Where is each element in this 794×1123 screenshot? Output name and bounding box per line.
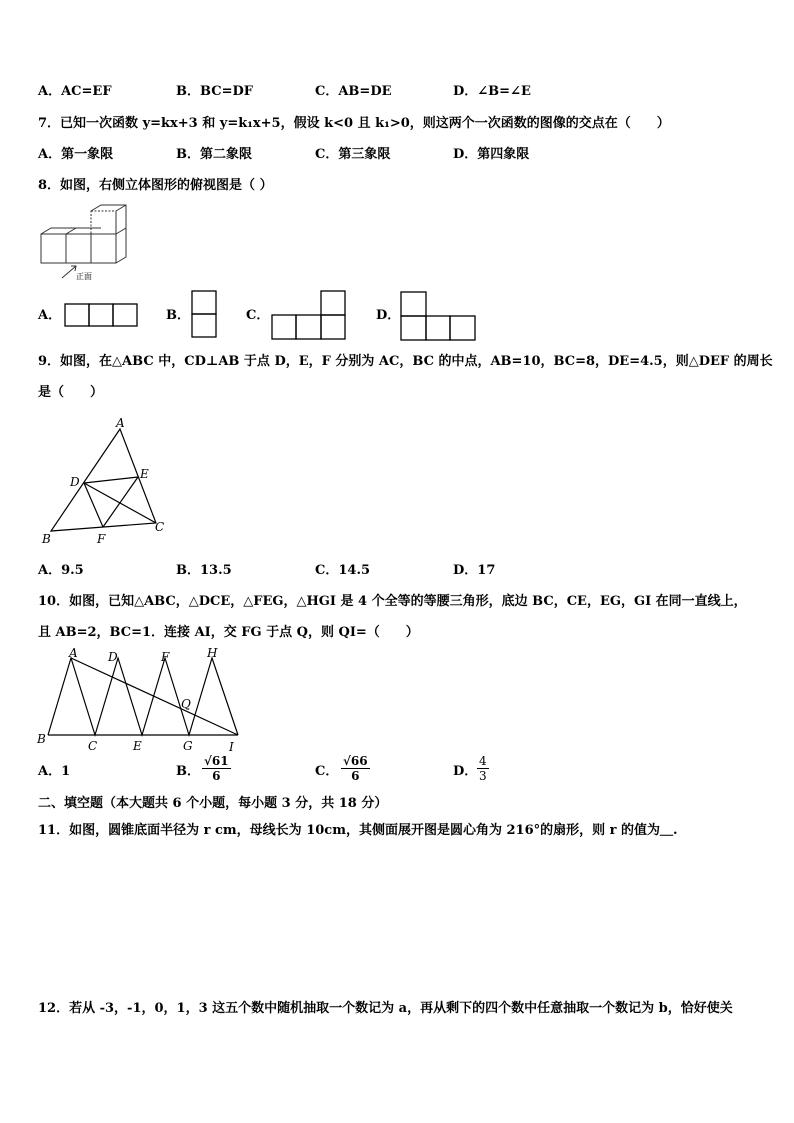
q10-label-d: D xyxy=(108,650,118,664)
q10-option-d-fraction xyxy=(477,754,489,783)
q10-label-b: B xyxy=(37,732,46,746)
q8-option-b-figure xyxy=(191,290,218,338)
q8-option-a: A． xyxy=(38,308,62,323)
q12-stem: 12．若从 -3，-1，0，1，3 这五个数中随机抽取一个数记为 a，再从剩下的四个数中任意抽取一个数记为 b，恰好使关 xyxy=(38,1001,733,1016)
q8-solid-figure xyxy=(38,203,138,283)
q10-option-c: C． xyxy=(315,764,339,779)
q8-option-a-figure xyxy=(64,303,138,328)
q10-option-b-numerator: √61 xyxy=(204,754,229,768)
q7-option-b: B．第二象限 xyxy=(176,147,252,162)
q9-option-a: A．9.5 xyxy=(38,563,84,578)
q10-option-c-numerator: √66 xyxy=(343,754,368,768)
q10-option-c-fraction xyxy=(341,754,370,783)
q10-option-b: B． xyxy=(176,764,200,779)
q10-label-c: C xyxy=(88,739,98,753)
q10-option-c-denominator: 6 xyxy=(351,769,360,783)
q8-option-d-figure xyxy=(400,291,477,341)
q7-option-a: A．第一象限 xyxy=(38,147,114,162)
q8-front-label: 正面 xyxy=(76,272,92,281)
q9-triangle-figure xyxy=(36,413,171,548)
q9-label-a: A xyxy=(116,416,125,430)
q8-option-d: D． xyxy=(376,308,401,323)
q9-label-c: C xyxy=(155,520,165,534)
q10-label-q: Q xyxy=(181,697,191,711)
q9-option-d: D．17 xyxy=(453,563,496,578)
q8-option-b: B． xyxy=(166,308,190,323)
q6-option-c: C．AB=DE xyxy=(315,84,392,99)
q6-option-d: D．∠B=∠E xyxy=(453,84,531,99)
q10-option-b-denominator: 6 xyxy=(212,769,221,783)
q9-stem-line2: 是（ ） xyxy=(38,385,104,400)
q9-label-e: E xyxy=(140,467,149,481)
q7-option-d: D．第四象限 xyxy=(453,147,530,162)
q8-stem: 8．如图，右侧立体图形的俯视图是（ ） xyxy=(38,178,273,193)
q10-label-e: E xyxy=(133,739,142,753)
q10-option-d: D． xyxy=(453,764,478,779)
q7-stem: 7．已知一次函数 y=kx+3 和 y=k₁x+5，假设 k<0 且 k₁>0，则这两个一次函数的图像的交点在（ ） xyxy=(38,116,670,131)
q9-option-c: C．14.5 xyxy=(315,563,371,578)
q10-option-d-denominator: 3 xyxy=(479,769,487,783)
q10-label-a: A xyxy=(69,646,78,660)
q6-option-a: A．AC=EF xyxy=(38,84,112,99)
q10-option-b-fraction xyxy=(202,754,231,783)
q9-label-b: B xyxy=(42,532,51,546)
q10-label-h: H xyxy=(207,646,218,660)
q9-stem-line1: 9．如图，在△ABC 中，CD⊥AB 于点 D，E，F 分别为 AC，BC 的中点，AB=10，BC=8，DE=4.5，则△DEF 的周长 xyxy=(38,354,773,369)
q11-stem: 11．如图，圆锥底面半径为 r cm，母线长为 10cm，其侧面展开图是圆心角为 216°的扇形，则 r 的值为＿. xyxy=(38,823,678,838)
q10-stem-line2: 且 AB=2，BC=1．连接 AI，交 FG 于点 Q，则 QI=（ ） xyxy=(38,625,419,640)
q9-label-d: D xyxy=(70,475,80,489)
q9-label-f: F xyxy=(97,532,106,546)
q10-label-i: I xyxy=(229,740,234,754)
q10-stem-line1: 10．如图，已知△ABC，△DCE，△FEG，△HGI 是 4 个全等的等腰三角形，底边 BC，CE，EG，GI 在同一直线上， xyxy=(38,594,747,609)
q10-triangles-figure xyxy=(34,645,244,755)
q8-option-c: C． xyxy=(246,308,270,323)
q7-option-c: C．第三象限 xyxy=(315,147,391,162)
q10-option-d-numerator: 4 xyxy=(479,754,487,768)
section2-heading: 二、填空题（本大题共 6 个小题，每小题 3 分，共 18 分） xyxy=(38,796,388,811)
q6-option-b: B．BC=DF xyxy=(176,84,253,99)
q10-label-g: G xyxy=(183,739,193,753)
q9-option-b: B．13.5 xyxy=(176,563,232,578)
q10-label-f: F xyxy=(161,650,170,664)
q10-option-a: A．1 xyxy=(38,764,71,779)
q8-option-c-figure xyxy=(271,290,347,340)
